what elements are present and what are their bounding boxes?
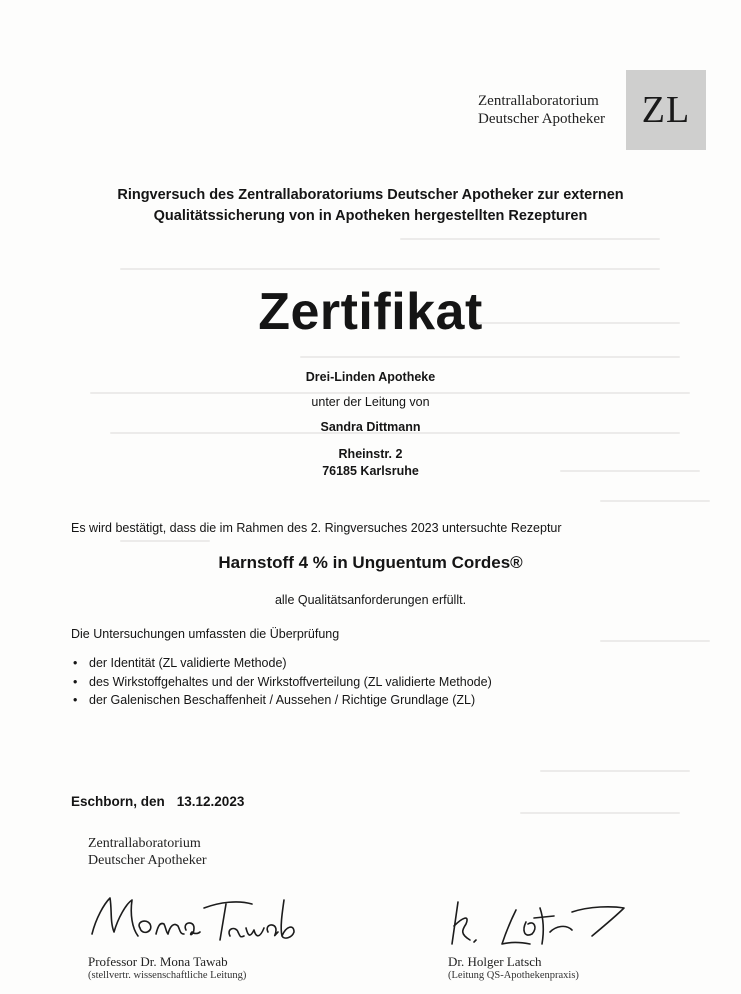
ringversuch-heading: [60, 185, 681, 227]
place-date: [71, 793, 244, 810]
header-org-line1: Zentrallaboratorium: [478, 93, 599, 109]
certificate-title: Zertifikat: [258, 283, 483, 341]
street-address: Rheinstr. 2: [338, 447, 403, 461]
signature-latsch: [440, 896, 630, 954]
scope-item-galenic: • der Galenischen Beschaffenheit / Aussehen / Richtige Grundlage (ZL): [71, 691, 492, 710]
heading-line2: Qualitätssicherung von in Apotheken hergestellten Rezepturen: [153, 208, 588, 224]
requirements-text: alle Qualitätsanforderungen erfüllt.: [274, 593, 467, 607]
issuer-line2: Deutscher Apotheker: [88, 853, 207, 868]
place-text: Eschborn, den: [71, 794, 165, 809]
signatory-block-latsch: [448, 954, 579, 982]
zl-logo: [626, 70, 706, 150]
signatory-role: (stellvertr. wissenschaftliche Leitung): [88, 970, 247, 981]
product-name: Harnstoff 4 % in Unguentum Cordes®: [218, 553, 523, 572]
header-organization: [478, 92, 605, 128]
pharmacist-name: Sandra Dittmann: [320, 420, 421, 434]
scope-intro: Die Untersuchungen umfassten die Überprüfung: [71, 627, 340, 641]
pharmacy-name: Drei-Linden Apotheke: [305, 370, 436, 384]
city-address: 76185 Karlsruhe: [322, 464, 419, 478]
confirmation-text: Es wird bestätigt, dass die im Rahmen des 2. Ringversuches 2023 untersuchte Rezeptur: [71, 521, 562, 535]
zl-logo-text: ZL: [641, 89, 691, 131]
signatory-name: Dr. Holger Latsch: [448, 954, 542, 969]
signatory-role: (Leitung QS-Apothekenpraxis): [448, 970, 579, 981]
scope-item-content: • des Wirkstoffgehaltes und der Wirkstoffverteilung (ZL validierte Methode): [71, 673, 492, 692]
signatory-block-tawab: [88, 954, 246, 982]
heading-line1: Ringversuch des Zentrallaboratoriums Deutscher Apotheker zur externen: [117, 187, 624, 203]
signatory-name: Professor Dr. Mona Tawab: [88, 954, 228, 969]
scope-item-identity: • der Identität (ZL validierte Methode): [71, 654, 492, 673]
scope-list: [71, 654, 492, 710]
issuer-line1: Zentrallaboratorium: [88, 836, 201, 851]
issuer-organization: [88, 835, 207, 869]
signature-tawab: [80, 888, 310, 950]
header-org-line2: Deutscher Apotheker: [478, 111, 606, 127]
issue-date: 13.12.2023: [176, 794, 245, 809]
leadership-text: unter der Leitung von: [311, 395, 430, 409]
